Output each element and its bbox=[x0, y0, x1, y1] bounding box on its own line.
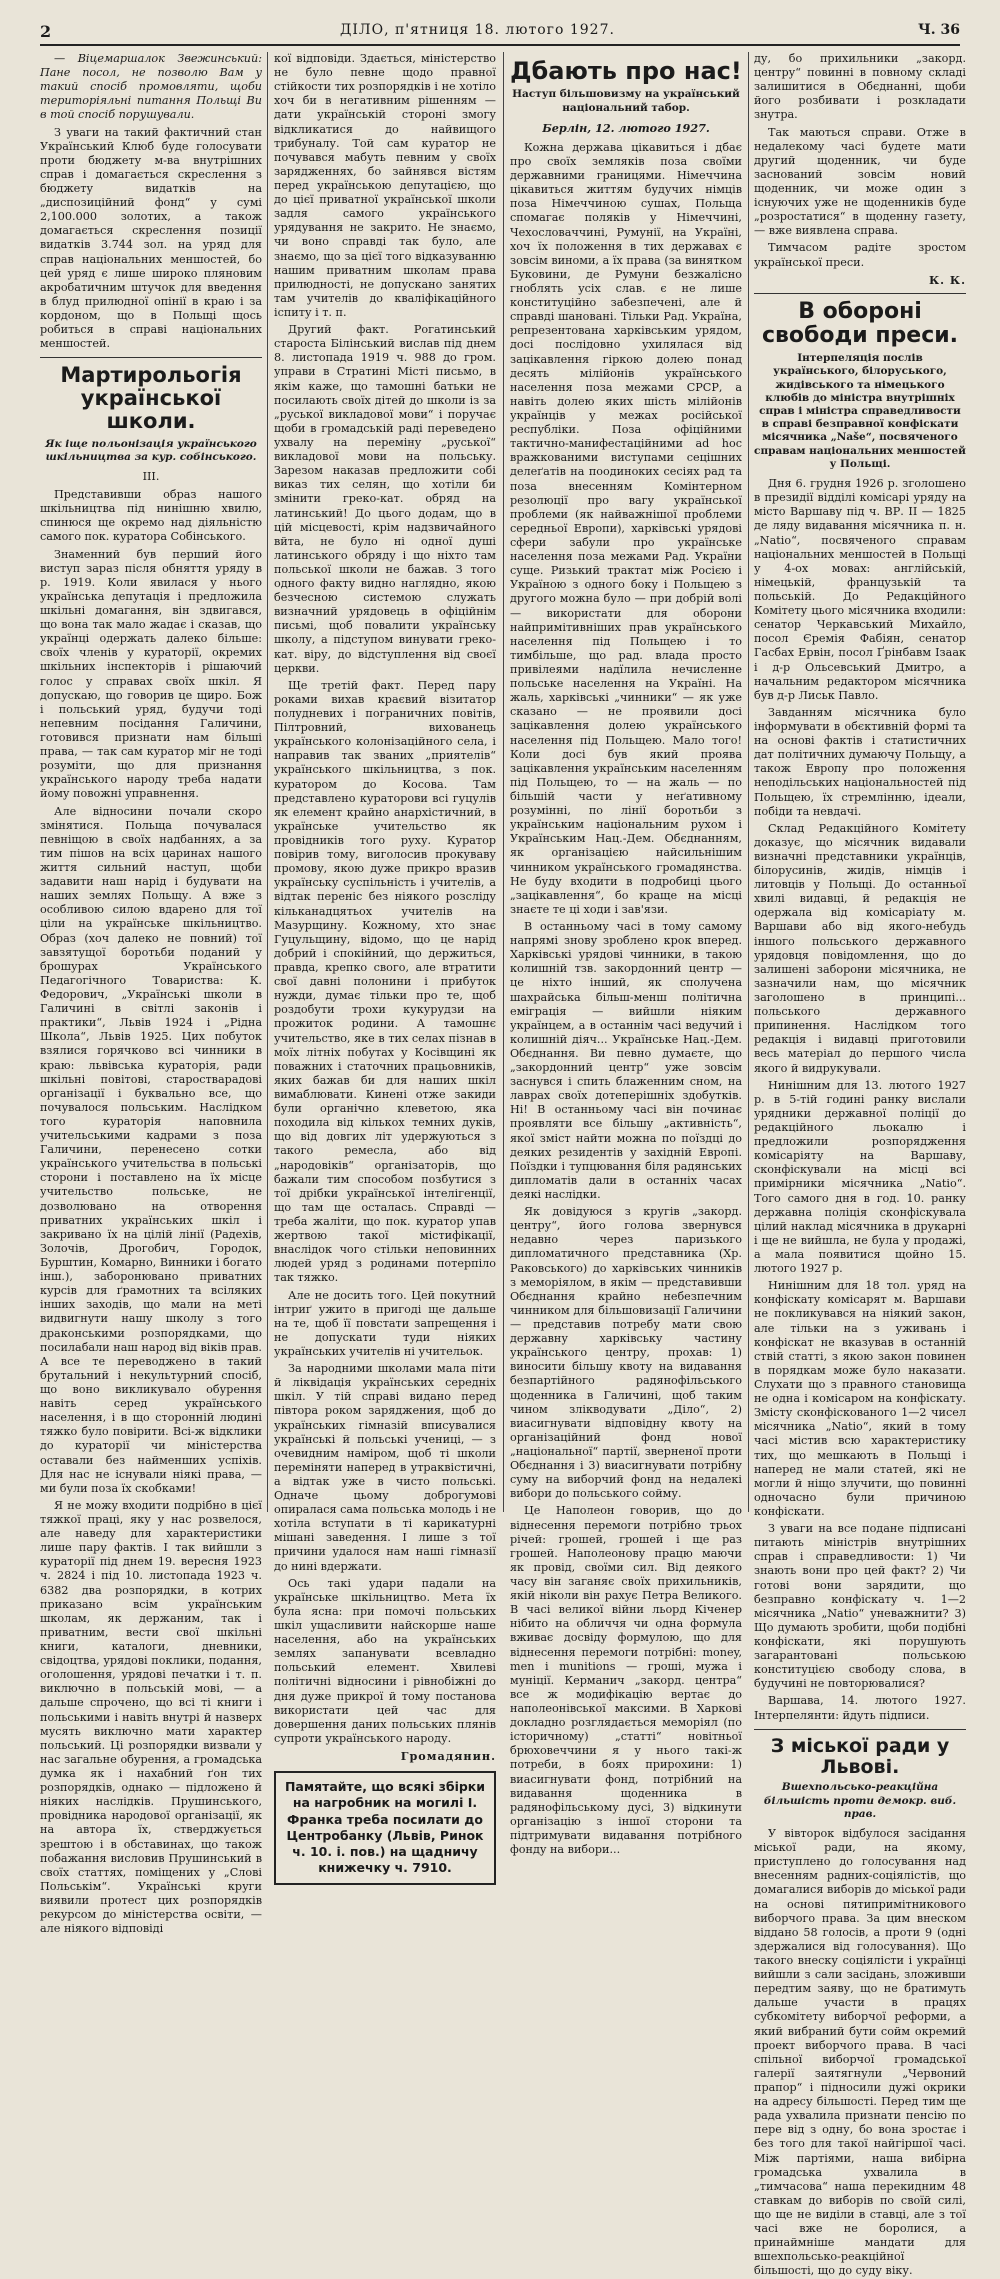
paragraph: кої відповіди. Здається, міністерство не було певне щодо правної стійкости тих розпорядків і не хотіло хоч би в негативним рішенням — дати українській стороні змогу відкликатися до найвищого трибуналу. Той сам куратор не почувався мабуть певним у своїх зарядженнях, бо зайнявся вістям перед українською депутацією, що до цієї приватної української школи задля самого українського урядування не закрито. Не знаємо, чи воно справді так було, але знаємо, що за цієї того відказуванню нашим приватним школам права прилюдності, не допускано занятих там учителів до кваліфікаційного іспиту і т. п. bbox=[274, 52, 496, 319]
part-number: III. bbox=[142, 470, 160, 484]
paragraph: Я не можу входити подрібно в цієї тяжкої праці, яку у нас розвелося, але наведу для характеристики лише пару фактів. І так вийшли з кураторії під днем 19. вересня 1923 ч. 2824 і під 10. листопада 1923 ч. 6382 два розпорядки, в котрих приказано всім українським школам, як держаним, так і приватним, вести свої шкільні книги, каталоги, дневники, свідоцтва, урядові поклики, подання, оголошення, урядові печатки і т. п. виключно в польській мові, — а дальше спрочено, що всі ті книги і польськими і навіть внутрі й назверх мусять виключно мати характер польський. Ці розпорядки визвали у нас загальне обурення, а громадська думка як і нахабний ґон тих розпорядків, однако — підложено й ніяких наслідків. Прушинського, провідника народової організації, як на автора їх, стверджується зрештою і в обставинах, що також побажання висловив Прушинський в своїх статтях, поміщених у „Слові Польськім“. Українські круги виявили протест цих розпорядків рекурсом до міністерства освіти, — але ніякого відповіді bbox=[40, 1498, 262, 1936]
divider bbox=[754, 293, 966, 294]
column-rule bbox=[503, 52, 504, 1512]
paragraph: Знаменний був перший його виступ зараз після обняття уряду в р. 1919. Коли явилася у нього українська депутація і предложила шкільні домагання, він здвигався, що вона так мало жадає і сказав, що українці одержать далеко більше: своїх членів у кураторії, окремих шкільних інспекторів і рішаючий голос у справах своїх шкіл. Я допускаю, що говорив це щиро. Бож і польський уряд, будучи тоді непевним посідання Галичини, готовився признати нам більші права, — так сам куратор міг не тоді розуміти, що для признання українського народу треба надати йому повожні управнення. bbox=[40, 547, 262, 801]
signature: К. К. bbox=[928, 272, 966, 287]
article-title: Дбають про нас! bbox=[510, 57, 742, 85]
paragraph: Склад Редакційного Комітету доказує, що місячник видавали визначні представники українців, білорусинів, жидів, німців і литовців у Польщі. До останньої хвилі видавці, й редакція не одержала від комісаріату м. Варшави або від якого-небудь іншого польського державного урядовця повідомлення, що до залишені заборони місячника, не зазначили нам, що місячник заголошено в принципі... польського державного припинення. Наслідком того редакція і видавці приготовили весь матеріал до першого числа якого й видрукували. bbox=[754, 821, 966, 1075]
paragraph: Представивши образ нашого шкільництва під нинішню хвилю, спинюся ще окремо над діяльністю самого пок. куратора Собінського. bbox=[40, 488, 262, 544]
paragraph: Кожна держава цікавиться і дбає про своїх земляків поза своїми державними границями. Німеччина цікавиться життям будучих німців поза Німеччиною сушах, Польща спомагає поляків у Німеччині, Чехословаччині, Румунії, на Україні, хоч їх положення в тих державах є зовсім виноми, а їх права (за винятком Буковини, де Румуни безжалісно гноблять усіх слав. є не лише конституційно забезпечені, але й справді шановані. Тільки Рад. Україна, репрезентована харківським урядом, досі послідовно ухилялася від зацікавлення гіркою долею понад десять мілійонів українського населення поза межами СРСР, а навіть долею яких шість мілійонів українців у межах російської республіки. Поза офіційними тактично-манифестаційними ad hoc вражкованими виступами сецішних делеґатів на поодиноких сесіях рад та поза внесенням Комінтерном резолюції про вагу української проблеми (як найважнішої проблеми середньої Европи), харківські урядові сфери забули про українське населення поза межами Рад. України суще. Ризький трактат між Росією і Україною з одного боку і Польщею з другого можна було — при добрій волі — використати для оборони найпримітивніших прав українського населення під Польщею і то тимбільше, що рад. влада просто привілеями надїлила нечисленне польське населення на Україні. На жаль, харківські „чинники“ — як уже сказано — не проявили досі зацікавлення долею українського населення під Польщею. Мало того! Коли досі був який проява зацікавлення українським населенням під Польщею, то — на жаль — по більшій части у неґативному розумінні, по лінії боротьби з українським національним рухом і Українським Нац.-Дем. Обєднанням, як організацією найсильнішим чинником українського громадянства. Не буду входити в подробиці цього „зацікавлення“, бо краще на місці знаєте те ці ходи і зав'язи. bbox=[510, 140, 742, 916]
appeal-box: Памятайте, що всякі збірки на нагробник на могилі І. Франка треба посилати до Центробанку (Львів, Ринок ч. 10. і. пов.) на щадничу книжечку ч. 7910. bbox=[274, 1771, 496, 1885]
paragraph: З уваги на все подане підписані питають міністрів внутрішних справ і справедливости: 1) Чи знають вони про цей факт? 2) Чи готові вони зарядити, що безправно конфіскату ч. 1—2 місячника „Natio“ уневажнити? 3) Що думають зробити, щоби подібні конфіскати, які порушують загарантовані польською конституцією свободу слова, в будучині не повторювалися? bbox=[754, 1522, 966, 1691]
column-1 bbox=[40, 52, 262, 1936]
article-title: Мартирольогія української школи. bbox=[60, 363, 242, 434]
paragraph: Нинішним для 13. лютого 1927 р. в 5-тій годині ранку вислали урядники державної поліції до редакційного льокалю і предложили розпорядження комісаріяту на Варшаву, сконфіскували на місці всі примірники місячника „Natio“. Того самого дня в год. 10. ранку державна поліція сконфіскувала цілий наклад місячника в друкарні і ще не вийшла, не була у продажі, а мала появитися щойно 15. лютого 1927 р. bbox=[754, 1078, 966, 1276]
issue-number: Ч. 36 bbox=[917, 22, 960, 38]
paragraph: Нинішним для 18 тол. уряд на конфіскату комісарят м. Варшави не покликувався на ніякий закон, але тільки на з уживань і конфіскат не вказував в останній ствій статті, з якою закон повинен в порядкам може було наказати. Слухати що з правного становища не одна і комісаром на конфіскату. Змісту сконфіскованого 1—2 чисел місячника „Natio“, який в тому часі містив всю характеристику тих, що мешкають в Польщі і наперед не мали статей, які не могли й ніщо злучити, що повинні одночасно були причиною конфіскати. bbox=[754, 1279, 966, 1518]
column-2 bbox=[274, 52, 496, 1876]
column-3 bbox=[510, 52, 742, 1857]
dateline: Варшава, 14. лютого 1927. Інтерпелянти: йдуть підписи. bbox=[754, 1694, 966, 1722]
paragraph: За народними школами мала піти й ліквідація українських середніх шкіл. У тій справі видано перед півтора роком заряджения, щоб до українських гімназій вписувалися українські й польські учениці, — з очевидним наміром, щоб ті школи переміняти наперед в утраквістичні, а відтак уже в чисто польські. Одначе цьому доброгумові опиралася сама польська молодь і не хотіла вступати в ті карикатурні мішані заведення. І лише з тої причини удалося нам наші гімназії до нині вдержати. bbox=[274, 1362, 496, 1573]
paragraph: У вівторок відбулося засідання міської ради, на якому, приступлено до голосування над внесенням радних-соціялістів, що домагалися виборів до міської ради на основі пятипримітникового виборчого права. За цим внеском віддано 58 голосів, а проти 9 (одні здержалися від голосування). Що такого внеску соціялісти і українці вийшли з сали засідань, зложивши передтим заяву, що не братимуть дальше участи в працях субкомітету виборчої реформи, а який вибраний бути сойм окремий проект виборчого права. В часі спільної виборчої громадської галерії заятягнули „Червоний прапор“ і підносили дужі окрики на адресу більшості. Перед тим ще рада ухвалила признати пенсію по пере від з одну, бо вона зростає і без того для такої найгіршої часі. Між партіями, наша вибірна громадська ухвалила в „тимчасова“ наша перекидним 48 ставкам до виборів по своїй силі, що ще не виділи в ставці, але з тої часі вже не боролися, а принаймніше мандати для вшехпольсько-реакційної більшості, що до суду віку. bbox=[754, 1827, 966, 2278]
paragraph: Дня 6. грудня 1926 р. зголошено в президії відділі комісарі уряду на місто Варшаву під ч. ВР. II — 1825 де ляду видавання місячника п. н. „Natio“, посвяченого справам національних меншостей в Польщі у 4-ох мовах: англійській, німецькій, французькій та польській. До Редакційного Комітету цього місячника входили: сенатор Черкавський Михайло, посол Єремія Фабіян, сенатор Гасбах Ервін, посол Ґрінбавм Ізаак і д-р Ольсевський Дмитро, а начальним редактором місячника був д-р Лиськ Павло. bbox=[754, 477, 966, 702]
paragraph: Але не досить того. Цей покутний інтриґ ужито в пригоді ще дальше на те, щоб її повстати запрещення і не допускати туди ніяких українських учителів ні учительок. bbox=[274, 1288, 496, 1358]
paragraph: Другий факт. Рогатинський староста Білінський вислав під днем 8. листопада 1919 ч. 988 до гром. управи в Стратині Місті письмо, в якім каже, що тамошні батьки не посилають своїх дітей до школи із за „руської викладової мови“ і поручає щоби в громадській раді переведено ухвалу на переміну „руської“ викладової мови на польську. Зарезом наказав предложити собі виказ тих селян, що хотіли би змінити грекo-кат. обряд на латинський! До цього додам, що в цій місцевості, крім надзвичайного вйта, не було ні одної душі латинського обряду і що ніхто там польської школи не бажав. З того одного факту видно наглядно, якою безчесною системою служать визначний урядовець в офіційнім письмі, щоб повалити українську школу, а підступом винувати греко-кат. віру, до відступлення від своєї церкви. bbox=[274, 323, 496, 675]
paragraph: Це Наполеон говорив, що до віднесення перемоги потрібно трьох річей: грошей, грошей і ще раз грошей. Наполеонову працю маючи як провід, своїми сил. Від деякого часу він заганяє своїх прихильників, якій ніколи він рахує Петра Великого. В часі великої війни льорд Кіченер нібито на обличчя чи одна формула вживає досвіду формулою, що для віднесення перемоги потрібні: money, men i munitions — гроші, мужа і муніції. Керманич „закорд. центра“ все ж модифікацію вертає до наполеонівської максими. В Харкові докладно розглядається меморіял (по історичному) „статті“ новітньої брюховеччини я у нього такі-ж потреби, в боях прирохини: 1) виасигнувати фонд, потрібний на видавання щоденника в радянофільському дусі, 3) відкинути організацію з іншої сторони та підтримувати видавання потрібного фонду на вибори... bbox=[510, 1504, 742, 1857]
divider bbox=[40, 357, 262, 358]
paper-title: ДІЛО, п'ятниця 18. лютого 1927. bbox=[340, 22, 615, 38]
paragraph: Тимчасом радіте зростом української преси. bbox=[754, 241, 966, 269]
paragraph: Так маються справи. Отже в недалекому часі будете мати другий щоденник, чи буде заснований зовсім новий щоденник, чи може один з існуючих уже не щоденників буде „розростатися“ в щоденну газету, — вже виявлена справа. bbox=[754, 125, 966, 238]
paragraph: Завданням місячника було інформувати в обєктивній формі та на основі фактів і статистичних дат політичних думаючу Польщу, а також Европу про положення неподільських національностей під Польщею, їх стремлінню, ідеали, побіди та невдачі. bbox=[754, 705, 966, 818]
divider bbox=[754, 1729, 966, 1730]
article-subtitle: Вшехпольсько-реакційна більшість проти демокр. виб. прав. bbox=[763, 1781, 957, 1820]
paragraph: Але відносини почали скоро змінятися. Польща почувалася певніщою в своїх надбаннях, а за тим пішов на всіх царинах нашого життя сильний наступ, щоби задавити наш нарід і будувати на наших землях Польщу. А вже з особливою силою вдарено для тої ціли на українське шкільництво. Образ (хоч далеко не повний) тої завзятущої боротьби поданий у брошурах Українського Педагогічного Товариства: К. Федорович, „Українські школи в Галичині в світлі законів і практики“, Львів 1924 і „Рідна Школа“, Львів 1925. Цих побуток взялися горячково всі чинники в краю: львівська кураторія, ради шкільні повітові, старостварадові організації і буквально все, що почувалося польським. Наслідком того кураторія наповнила учительськими кадрами з поза Галичини, перенесено сотки українського учительства в польські сторони і поставлено на їх місце учительство польське, не дозволювано на отворення приватних українських шкіл і закривано їх на цілій лінії (Радехів, Золочів, Дрогобич, Городок, Бурштин, Комарно, Винники і богато інш.), заборонювано приватних курсів для ґрамотних та всіляких інших заходів, що мали на меті видвигнути нашу школу з того драконськими розпорядками, що посилабали наш народ від віків прав. А все те переводжено в такий брутальний і некультурний спосіб, що воно викликувало обурення навіть серед українського населення, і в що сторонній людині тяжко було повірити. Всі-ж відклики до кураторії чи міністерства оставали без найменших успіхів. Для нас не існували ніякі права, — ми були поза їх скобками! bbox=[40, 804, 262, 1495]
signature: Громадянин. bbox=[400, 1749, 496, 1764]
paragraph: Як довідуюся з кругів „закорд. центру“, його голова звернувся недавно через паризького дипломатичного представника (Хр. Раковського) до харківських чинників з меморіялом, в якім — представивши Обєднання крайно небезпечним чинником для більшовизації Галичини — представив потребу мати свою державну харківську частину українського центру, прохав: 1) виносити більшу квоту на видавання безпартійного радянофільського щоденника в Галичині, щоб таким чином злікводувати „Діло“, 2) виасигнувати відповідну квоту на організаційний фонд нової „національної“ партії, зверненої проти Обєднання і 3) виасигнувати потрібну суму на виборчий фонд на недалекі вибори до польського сойму. bbox=[510, 1205, 742, 1501]
article-subtitle: Як іще польонізація українського шкільництва за кур. собінського. bbox=[45, 437, 257, 463]
paragraph: Ще третій факт. Перед пару роками вихав краєвий візитатор полудневих і пограничних повітів, Пілтровний, вихованець українського колонізаційного села, і направив так званих „приятелів“ українського шкільництва, з пок. куратором до Косова. Там представлено кураторови всі гуцулів як елемент крайно анархістичний, в українське учительство як провідників того руху. Куратор повірив тому, виголосив прокуваву промову, якою дуже прикро вразив українську суспільність і учителів, а відтак переніс без ніякого розсліду кільканадцятьох учителів на Мазурщину. Кожному, хто знає Гуцульщину, відомо, що це нарід добрий і спокійний, що держиться, правда, крепко свого, але втратити свої давні полонини і прибуток нужди, думає тільки про те, щоб роздобути трохи кукурудзи на прожиток родини. А тамошнє учительство, яке в тих селах пізнав в моїх літніх побутах у Косівщині як поважних і статочних працьовників, яких бажав би для наших шкіл вимаблювати. Кинені отже закиди були органічно клеветою, яка походила від кількох темних дуків, що від довгих літ удержуються з такого ремесла, або від „народовіків“ організаторів, що бажали тим способом позбутися з тої дрібки української інтелігенції, що там ще осталась. Справді — треба жаліти, що пок. куратор упав жертвою такої містифікації, внаслідок чого стільки неповинних людей уряд з родинами потерпіло так тяжко. bbox=[274, 678, 496, 1285]
column-4 bbox=[754, 52, 966, 2278]
article-title: В обороні свободи преси. bbox=[761, 298, 959, 348]
article-subtitle: Інтерпеляція послів українського, білоруського, жидівського та німецького клюбів до міністра внутрішніх справ і міністра справедливости в справі безправної конфіскати місячника „Nаšе“, посвяченого справам національних меншостей у Польщі. bbox=[754, 352, 966, 470]
paragraph: З уваги на такий фактичний стан Український Клюб буде голосувати проти бюджету м-ва внутрішних справ і домагається скреслення з бюджету видатків на „диспозиційний фонд“ у сумі 2,100.000 золотих, а також домагається скреслення позиції видатків 3.744 зол. на уряд для справ національних меншостей, бо цей уряд є лише широко пляновим акробатичним штучок для введення в блуд прилюдної опінії в краю і за кордоном, що в Польщі щось робиться в справі національних меншостей. bbox=[40, 125, 262, 351]
masthead bbox=[40, 18, 960, 46]
paragraph: — Віцемаршалок Звежинський: Пане посол, не позволю Вам у такий спосіб промовляти, щоби територіяльні питання Польщі Ви в той спосіб порушували. bbox=[40, 52, 262, 122]
column-rule bbox=[748, 52, 749, 1512]
article-subtitle: Наступ більшовизму на український національний табор. bbox=[512, 88, 740, 114]
dateline: Берлін, 12. лютого 1927. bbox=[542, 120, 710, 135]
article-title: З міської ради у Львові. bbox=[770, 1734, 950, 1778]
paragraph: ду, бо прихильники „закорд. центру“ повинні в повному складі залишитися в Обєднанні, щоби його розбивати і розкладати знутра. bbox=[754, 52, 966, 122]
page-number: 2 bbox=[40, 22, 52, 41]
column-rule bbox=[267, 52, 268, 1512]
paragraph: Ось такі удари падали на українське шкільництво. Мета їх була ясна: при помочі польських шкіл ущасливити найскорше наше населення, або на українських землях запанувати всевладно польський елемент. Хвилеві політичні відносини і рівнобіжні до дня дуже прикрої й тому постанова використати цей час для довершення даних польських плянів супроти українського народу. bbox=[274, 1576, 496, 1745]
paragraph: В останньому часі в тому самому напрямі знову зроблено крок вперед. Харківські урядові чинники, в такою колишній тзв. закордонний центр — це ніхто інший, як сполучена шахрайська більш-менш політична еміграція — вийшли ніяким українцем, а в останнім часі ведучий і колишній діяч... Українське Нац.-Дем. Обєднання. Ви певно думаєте, що „закордонний центр“ уже зовсім заснувся і спить блаженним сном, на лаврах своїх дотеперішніх здобутків. Ні! В останньому часі він починає проявляти все більшу „активність“, якої зміст найти можна по поїздці до деяких резидентів у західній Европі. Поїздки і тупцювання біля радянських дипломатів дали в останніх часах деякі наслідки. bbox=[510, 919, 742, 1202]
